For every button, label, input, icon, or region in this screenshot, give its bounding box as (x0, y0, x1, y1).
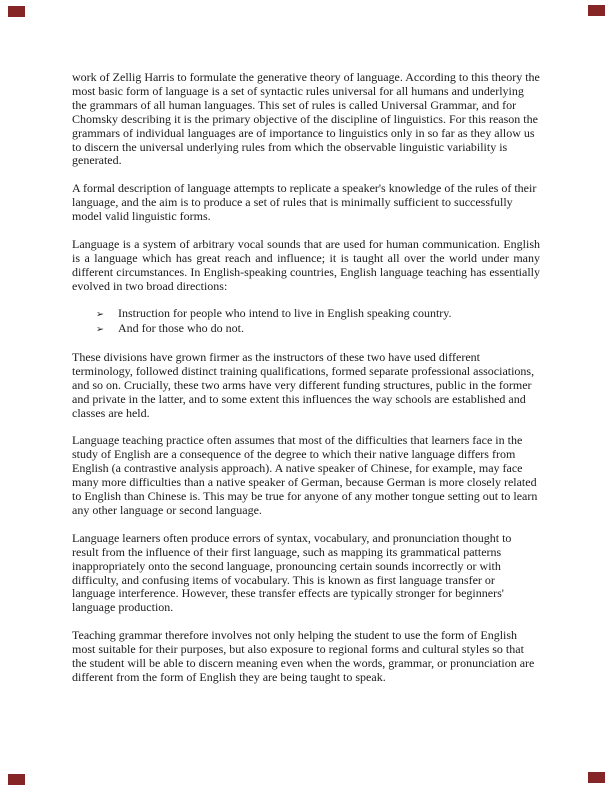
document-body (72, 71, 540, 699)
list-item-text: Instruction for people who intend to live in English speaking country. (118, 306, 452, 321)
paragraph: Language learners often produce errors of syntax, vocabulary, and pronunciation thought to result from the influence of their first language, such as mapping its grammatical patterns inappropriately onto the second language, pronouncing certain sounds incorrectly or with difficulty, and confusing items of vocabulary. This is known as first language transfer or language interference. However, these transfer effects are typically stronger for beginners' language production. (72, 530, 512, 615)
paragraph: Language teaching practice often assumes that most of the difficulties that learners face in the study of English are a consequence of the degree to which their native language differs from English (a contrastive analysis approach). A native speaker of Chinese, for example, may face many more difficulties than a native speaker of German, because German is more closely related to English than Chinese is. This may be true for anyone of any mother tongue setting out to learn any other language or second language. (72, 433, 538, 518)
paragraph: Language is a system of arbitrary vocal sounds that are used for human communication. English is a language which has great reach and influence; it is taught all over the world under many different circumstances. In English-speaking countries, English language teaching has essentially evolved in two broad directions: (72, 236, 540, 293)
corner-marker-top-left (8, 6, 25, 17)
corner-marker-bottom-left (8, 774, 25, 785)
paragraph: These divisions have grown firmer as the instructors of these two have used different terminology, followed distinct training qualifications, formed separate professional associations, and so on. Crucially, these two arms have very different funding structures, public in the former and private in the latter, and to some extent this influences the way schools are established and classes are held. (72, 350, 535, 420)
arrow-bullet-icon: ➢ (96, 324, 104, 336)
list-item (96, 307, 540, 322)
paragraph: work of Zellig Harris to formulate the generative theory of language. According to this theory the most basic form of language is a set of syntactic rules universal for all humans and underlying the grammars of all human languages. This set of rules is called Universal Grammar, and for Chomsky describing it is the primary objective of the discipline of linguistics. For this reason the grammars of individual languages are of importance to linguistics only in so far as they allow us to discern the universal underlying rules from which the observable linguistic variability is generated. (72, 70, 540, 168)
bullet-list (96, 307, 540, 337)
list-item-text: And for those who do not. (118, 321, 244, 336)
corner-marker-bottom-right (588, 772, 605, 783)
paragraph: A formal description of language attempts to replicate a speaker's knowledge of the rules of their language, and the aim is to produce a set of rules that is minimally sufficient to successfully model valid linguistic forms. (72, 181, 537, 224)
paragraph: Teaching grammar therefore involves not only helping the student to use the form of English most suitable for their purposes, but also exposure to regional forms and cultural styles so that the student will be able to discern meaning even when the words, grammar, or pronunciation are different from the form of English they are being taught to speak. (72, 628, 535, 684)
arrow-bullet-icon: ➢ (96, 309, 104, 321)
list-item (96, 322, 540, 337)
corner-marker-top-right (588, 5, 605, 16)
